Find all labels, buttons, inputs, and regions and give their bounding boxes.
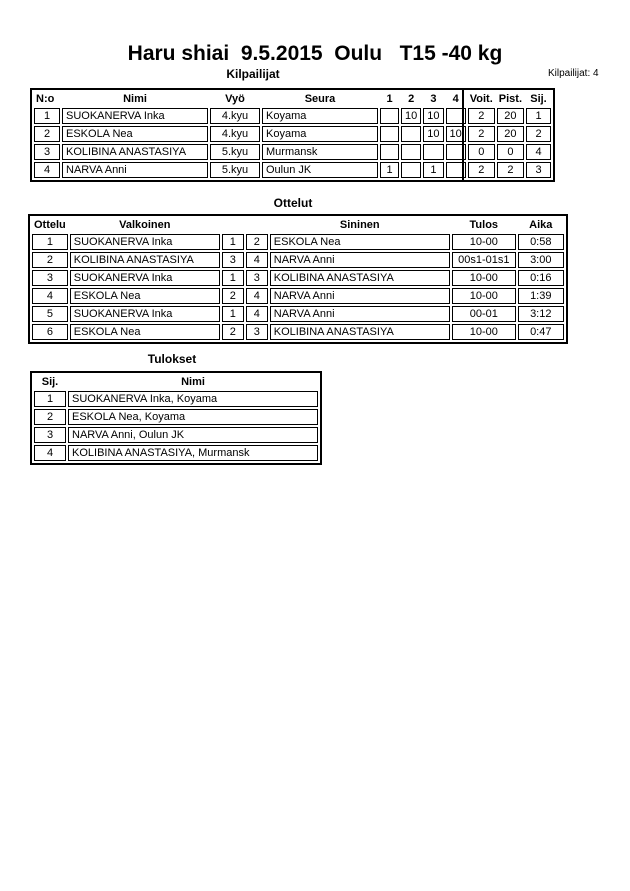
competitor-row xyxy=(34,144,551,160)
competitor-row xyxy=(34,108,551,124)
header-blue: Sininen xyxy=(339,219,380,231)
round-3-cell: 10 xyxy=(423,108,443,124)
header-result: Tulos xyxy=(469,219,499,231)
match-no-cell: 4 xyxy=(32,288,68,304)
round-2-cell xyxy=(401,162,421,178)
match-row xyxy=(32,270,564,286)
time-cell: 0:47 xyxy=(518,324,564,340)
blue-no-cell: 2 xyxy=(246,234,268,250)
document-title: Haru shiai 9.5.2015 Oulu T15 -40 kg xyxy=(127,42,503,65)
matches-header-row xyxy=(32,218,564,232)
blue-cell: ESKOLA Nea xyxy=(270,234,450,250)
round-4-cell: 10 xyxy=(446,126,466,142)
match-row xyxy=(32,234,564,250)
match-row xyxy=(32,252,564,268)
match-row xyxy=(32,288,564,304)
header-points: Pist. xyxy=(498,93,522,105)
white-no-cell: 2 xyxy=(222,288,244,304)
white-no-cell: 3 xyxy=(222,252,244,268)
results-table xyxy=(30,371,322,465)
header-round-2: 2 xyxy=(408,93,415,105)
white-cell: ESKOLA Nea xyxy=(70,324,220,340)
competitors-header-row xyxy=(34,92,551,106)
round-3-cell: 1 xyxy=(423,162,443,178)
match-no-cell: 1 xyxy=(32,234,68,250)
header-white: Valkoinen xyxy=(119,219,171,231)
section-title-results: Tulokset xyxy=(147,352,197,366)
white-cell: ESKOLA Nea xyxy=(70,288,220,304)
match-no-cell: 2 xyxy=(32,252,68,268)
club-cell: Murmansk xyxy=(262,144,378,160)
blue-no-cell: 3 xyxy=(246,270,268,286)
competitor-row xyxy=(34,162,551,178)
belt-cell: 4.kyu xyxy=(210,126,260,142)
match-row xyxy=(32,324,564,340)
wins-cell: 2 xyxy=(468,162,495,178)
header-blue-no xyxy=(246,218,268,232)
place-cell: 2 xyxy=(34,409,66,425)
club-cell: Oulun JK xyxy=(262,162,378,178)
competitor-row xyxy=(34,126,551,142)
header-name: Nimi xyxy=(181,376,205,388)
white-no-cell: 2 xyxy=(222,324,244,340)
blue-cell: KOLIBINA ANASTASIYA xyxy=(270,324,450,340)
name-cell: KOLIBINA ANASTASIYA xyxy=(62,144,208,160)
wins-cell: 2 xyxy=(468,108,495,124)
round-1-cell xyxy=(380,144,399,160)
header-round-4: 4 xyxy=(452,93,459,105)
round-3-cell xyxy=(423,144,443,160)
result-row xyxy=(34,445,318,461)
header-wins: Voit. xyxy=(469,93,493,105)
header-round-3: 3 xyxy=(430,93,437,105)
result-cell: 10-00 xyxy=(452,324,516,340)
blue-cell: KOLIBINA ANASTASIYA xyxy=(270,270,450,286)
header-place: Sij. xyxy=(41,376,59,388)
white-no-cell: 1 xyxy=(222,306,244,322)
result-cell: 10-00 xyxy=(452,288,516,304)
time-cell: 0:16 xyxy=(518,270,564,286)
blue-cell: NARVA Anni xyxy=(270,252,450,268)
competitors-table xyxy=(30,88,555,182)
time-cell: 3:12 xyxy=(518,306,564,322)
white-cell: KOLIBINA ANASTASIYA xyxy=(70,252,220,268)
wins-cell: 0 xyxy=(468,144,495,160)
round-2-cell xyxy=(401,144,421,160)
result-cell: 10-00 xyxy=(452,234,516,250)
result-row xyxy=(34,427,318,443)
score-group-separator-line xyxy=(462,88,464,182)
round-1-cell xyxy=(380,108,399,124)
match-row xyxy=(32,306,564,322)
round-2-cell: 10 xyxy=(401,108,421,124)
points-cell: 20 xyxy=(497,126,524,142)
time-cell: 3:00 xyxy=(518,252,564,268)
name-cell: NARVA Anni, Oulun JK xyxy=(68,427,318,443)
name-cell: ESKOLA Nea xyxy=(62,126,208,142)
section-title-competitors: Kilpailijat xyxy=(226,67,280,81)
white-no-cell: 1 xyxy=(222,234,244,250)
name-cell: ESKOLA Nea, Koyama xyxy=(68,409,318,425)
round-2-cell xyxy=(401,126,421,142)
header-belt: Vyö xyxy=(225,93,245,105)
section-title-matches: Ottelut xyxy=(273,196,313,210)
belt-cell: 5.kyu xyxy=(210,144,260,160)
place-cell: 4 xyxy=(526,144,551,160)
header-club: Seura xyxy=(304,93,336,105)
points-cell: 2 xyxy=(497,162,524,178)
result-row xyxy=(34,409,318,425)
header-name: Nimi xyxy=(123,93,147,105)
results-table-wrapper xyxy=(30,371,322,465)
blue-cell: NARVA Anni xyxy=(270,288,450,304)
result-cell: 00s1-01s1 xyxy=(452,252,516,268)
header-no: N:o xyxy=(36,93,55,105)
header-time: Aika xyxy=(529,219,553,231)
results-header-row xyxy=(34,375,318,389)
place-cell: 4 xyxy=(34,445,66,461)
round-3-cell: 10 xyxy=(423,126,443,142)
blue-cell: NARVA Anni xyxy=(270,306,450,322)
no-cell: 4 xyxy=(34,162,60,178)
round-1-cell: 1 xyxy=(380,162,399,178)
no-cell: 3 xyxy=(34,144,60,160)
match-no-cell: 6 xyxy=(32,324,68,340)
no-cell: 1 xyxy=(34,108,60,124)
club-cell: Koyama xyxy=(262,126,378,142)
place-cell: 1 xyxy=(34,391,66,407)
points-cell: 0 xyxy=(497,144,524,160)
club-cell: Koyama xyxy=(262,108,378,124)
blue-no-cell: 4 xyxy=(246,252,268,268)
time-cell: 1:39 xyxy=(518,288,564,304)
place-cell: 3 xyxy=(526,162,551,178)
matches-table xyxy=(28,214,568,344)
matches-table-wrapper xyxy=(28,214,568,344)
header-round-1: 1 xyxy=(386,93,393,105)
result-cell: 10-00 xyxy=(452,270,516,286)
result-row xyxy=(34,391,318,407)
place-cell: 1 xyxy=(526,108,551,124)
no-cell: 2 xyxy=(34,126,60,142)
blue-no-cell: 3 xyxy=(246,324,268,340)
blue-no-cell: 4 xyxy=(246,288,268,304)
blue-no-cell: 4 xyxy=(246,306,268,322)
header-place: Sij. xyxy=(530,93,547,105)
round-1-cell xyxy=(380,126,399,142)
wins-cell: 2 xyxy=(468,126,495,142)
competitors-count-label: Kilpailijat: 4 xyxy=(548,68,599,79)
name-cell: SUOKANERVA Inka xyxy=(62,108,208,124)
belt-cell: 4.kyu xyxy=(210,108,260,124)
name-cell: KOLIBINA ANASTASIYA, Murmansk xyxy=(68,445,318,461)
match-no-cell: 3 xyxy=(32,270,68,286)
white-cell: SUOKANERVA Inka xyxy=(70,270,220,286)
name-cell: SUOKANERVA Inka, Koyama xyxy=(68,391,318,407)
place-cell: 2 xyxy=(526,126,551,142)
points-cell: 20 xyxy=(497,108,524,124)
place-cell: 3 xyxy=(34,427,66,443)
result-cell: 00-01 xyxy=(452,306,516,322)
white-no-cell: 1 xyxy=(222,270,244,286)
header-match: Ottelu xyxy=(34,219,66,231)
white-cell: SUOKANERVA Inka xyxy=(70,306,220,322)
name-cell: NARVA Anni xyxy=(62,162,208,178)
header-white-no xyxy=(222,218,244,232)
belt-cell: 5.kyu xyxy=(210,162,260,178)
white-cell: SUOKANERVA Inka xyxy=(70,234,220,250)
match-no-cell: 5 xyxy=(32,306,68,322)
time-cell: 0:58 xyxy=(518,234,564,250)
competitors-table-wrapper xyxy=(30,88,555,182)
